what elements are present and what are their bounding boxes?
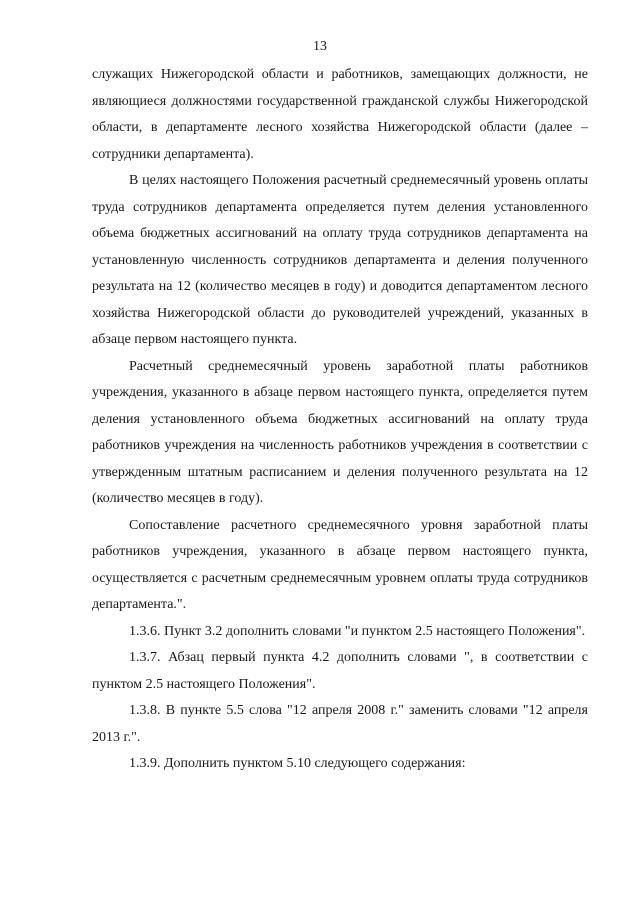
document-body — [92, 62, 588, 778]
paragraph-department-pay-level: В целях настоящего Положения расчетный среднемесячный уровень оплаты труда сотрудников департамента определяется путем деления установленного объема бюджетных ассигнований на оплату труда сотрудников департамента на установленную численность сотрудников департамента и деления полученного результата на 12 (количество месяцев в году) и доводится департаментом лесного хозяйства Нижегородской области до руководителей учреждений, указанных в абзаце первом настоящего пункта. — [92, 173, 588, 347]
paragraph-item-1-3-9: 1.3.9. Дополнить пунктом 5.10 следующего содержания: — [129, 756, 466, 771]
page-number: 13 — [313, 39, 327, 54]
paragraph-item-1-3-8: 1.3.8. В пункте 5.5 слова "12 апреля 2008 г." заменить словами "12 апреля 2013 г.". — [92, 703, 588, 745]
paragraph-pay-comparison: Сопоставление расчетного среднемесячного уровня заработной платы работников учреждения, указанного в абзаце первом настоящего пункта, осуществляется с расчетным среднемесячным уровнем оплаты труда сотрудников департамента.". — [92, 517, 588, 612]
paragraph-continuation: служащих Нижегородской области и работников, замещающих должности, не являющиеся должностями государственной гражданской службы Нижегородской области, в департаменте лесного хозяйства Нижегородской области (далее – сотрудники департамента). — [92, 67, 588, 162]
paragraph-item-1-3-7: 1.3.7. Абзац первый пункта 4.2 дополнить словами ", в соответствии с пунктом 2.5 настоящего Положения". — [92, 650, 588, 692]
paragraph-item-1-3-6: 1.3.6. Пункт 3.2 дополнить словами "и пунктом 2.5 настоящего Положения". — [129, 623, 586, 639]
paragraph-institution-pay-level: Расчетный среднемесячный уровень заработной платы работников учреждения, указанного в абзаце первом настоящего пункта, определяется путем деления установленного объема бюджетных ассигнований на оплату труда работников учреждения на численность работников учреждения в соответствии с утвержденным штатным расписанием и деления полученного результата на 12 (количество месяцев в году). — [92, 358, 588, 506]
